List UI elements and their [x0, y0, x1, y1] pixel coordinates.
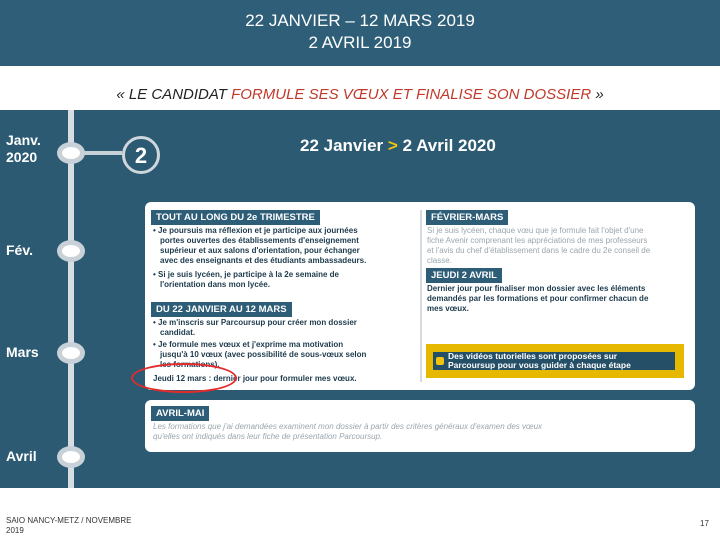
bullet-inscription: • Je m'inscris sur Parcoursup pour créer mon dossier candidat.: [153, 318, 357, 337]
timeline-dot-avril: [57, 446, 85, 468]
fiche-avenir-text: Si je suis lycéen, chaque vœu que je formule fait l'objet d'une fiche Avenir comprenant les appréciations de mes professeurs et l'avis du chef d'établissement dans le cadre du 2e conseil de classe.: [427, 226, 651, 265]
subtitle-open: « LE CANDIDAT: [116, 86, 232, 103]
month-fevrier: Fév.: [6, 242, 33, 258]
timeline-dot-fevrier: [57, 240, 85, 262]
avril-mai-text: Les formations que j'ai demandées examinent mon dossier à partir des critères généraux d'examen des vœux qu'elles ont indiqués dans leur fiche de présentation Parcoursup.: [153, 422, 543, 441]
slide-header: [0, 0, 720, 66]
header-line-1: 22 JANVIER – 12 MARS 2019: [245, 11, 475, 30]
footer-source: SAIO NANCY-METZ / NOVEMBRE 2019: [6, 516, 132, 535]
timeline-bar: [68, 110, 74, 488]
tag-jeudi-2-avril: JEUDI 2 AVRIL: [426, 268, 502, 283]
month-janvier: Janv. 2020: [6, 132, 41, 165]
period-arrow: >: [387, 136, 398, 155]
play-icon: [436, 357, 444, 365]
tag-22-janvier-12-mars: DU 22 JANVIER AU 12 MARS: [151, 302, 292, 317]
bullet-semaine-orientation: • Si je suis lycéen, je participe à la 2e semaine de l'orientation dans mon lycée.: [153, 270, 340, 289]
step-number: 2: [122, 136, 160, 174]
slide-subtitle: [0, 86, 720, 103]
main-panel: [145, 202, 695, 390]
subtitle-highlight: FORMULE SES VŒUX ET FINALISE SON DOSSIER: [231, 86, 592, 103]
month-avril: Avril: [6, 448, 37, 464]
timeline-dot-mars: [57, 342, 85, 364]
tag-avril-mai: AVRIL-MAI: [151, 406, 209, 421]
timeline-infographic: [0, 110, 720, 488]
bullet-journees: • Je poursuis ma réflexion et je participe aux journées portes ouvertes des établissements d'enseignement supérieur et aux salons d'orientation, pour échanger avec des enseignants et des étudiants ambassadeurs.: [153, 226, 367, 265]
step-connector: [84, 151, 122, 155]
timeline-dot-janvier: [57, 142, 85, 164]
tag-trimestre: TOUT AU LONG DU 2e TRIMESTRE: [151, 210, 320, 225]
tag-fevrier-mars: FÉVRIER-MARS: [426, 210, 508, 225]
bullet-voeux: • Je formule mes vœux et j'exprime ma motivation jusqu'à 10 vœux (avec possibilité de sous-vœux selon les formations).: [153, 340, 367, 369]
avril-mai-panel: [145, 400, 695, 452]
month-mars: Mars: [6, 344, 39, 360]
period-title: 22 Janvier > 2 Avril 2020: [300, 136, 496, 155]
subtitle-close: »: [591, 86, 604, 103]
header-line-2: 2 AVRIL 2019: [308, 33, 412, 52]
page-number: 17: [700, 519, 709, 528]
video-tutorial-banner: Des vidéos tutorielles sont proposées sur Parcoursup pour vous guider à chaque étape: [426, 344, 684, 378]
column-divider: [420, 210, 422, 382]
deadline-12-mars: Jeudi 12 mars : dernier jour pour formuler mes vœux.: [153, 374, 357, 383]
deadline-highlight-circle: [131, 363, 237, 393]
finaliser-dossier-text: Dernier jour pour finaliser mon dossier avec les éléments demandés par les formations et pour confirmer chacun de mes vœux.: [427, 284, 649, 313]
